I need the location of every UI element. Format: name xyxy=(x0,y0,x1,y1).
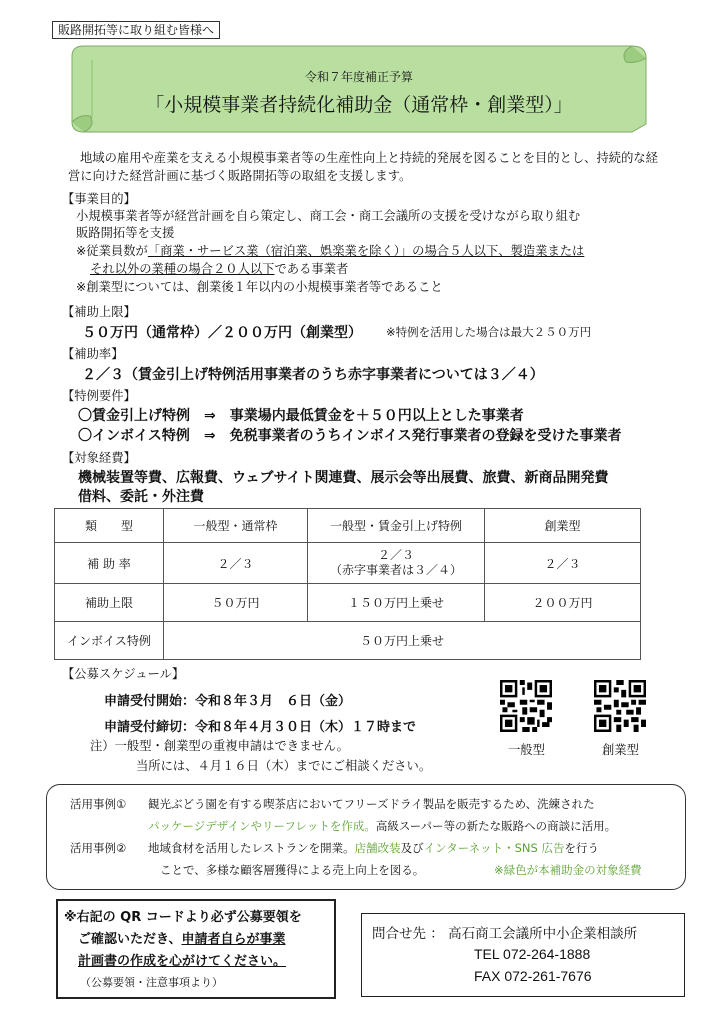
contact-fax: FAX 072-261-7676 xyxy=(474,968,592,984)
case2-text-b: 及び xyxy=(400,841,424,855)
qr-label-startup: 創業型 xyxy=(602,743,639,757)
case1-line2 xyxy=(148,818,616,835)
case2-text-a: 地域食材を活用したレストランを開業。 xyxy=(148,841,355,855)
special-heading: 【特例要件】 xyxy=(62,389,136,403)
notice-line2-a: ご確認いただき、 xyxy=(78,932,182,947)
expenses-line2: 借料、委託・外注費 xyxy=(78,489,204,505)
row-label: 補助上限 xyxy=(55,584,164,622)
expenses-heading: 【対象経費】 xyxy=(62,451,136,465)
purpose-line1: 小規模事業者等が経営計画を自ら策定し、商工会・商工会議所の支援を受けながら取り組む xyxy=(76,209,581,223)
case2-label: 活用事例② xyxy=(70,841,127,855)
limit-heading: 【補助上限】 xyxy=(62,305,136,319)
notice-line2-b: 申請者自らが事業 xyxy=(181,932,286,947)
title-banner xyxy=(70,38,648,138)
qr-label-general: 一般型 xyxy=(508,743,545,757)
schedule-start: 申請受付開始：令和８年３月 ６日（金） xyxy=(104,694,352,709)
table-header: 一般型・賃金引上げ特例 xyxy=(308,509,485,543)
table-header: 創業型 xyxy=(485,509,641,543)
banner-title: 「小規模事業者持続化補助金（通常枠・創業型）」 xyxy=(145,94,573,116)
schedule-heading: 【公募スケジュール】 xyxy=(62,667,185,681)
table-header: 一般型・通常枠 xyxy=(164,509,308,543)
note1-underlined: 「商業・サービス業（宿泊業、娯楽業を除く）」の場合５人以下、製造業または xyxy=(147,244,585,258)
qr-code-startup-icon[interactable] xyxy=(594,680,646,732)
purpose-heading: 【事業目的】 xyxy=(62,192,136,206)
note1-suffix: である事業者 xyxy=(274,262,349,276)
special-item1: 〇賃金引上げ特例 ⇒ 事業場内最低賃金を＋５０円以上とした事業者 xyxy=(78,408,524,424)
banner-subtitle: 令和７年度補正予算 xyxy=(304,70,413,84)
cell-line: （赤字事業者は３／４） xyxy=(329,563,462,577)
qr-code-general-icon[interactable] xyxy=(500,680,552,732)
cell-line: ２／３ xyxy=(377,548,414,562)
case1-rest-text: 高級スーパー等の新たな販路への商談に活用。 xyxy=(375,819,617,833)
scroll-banner-shape xyxy=(70,38,648,138)
note1-prefix: ※従業員数が xyxy=(76,244,148,258)
table-header: 類 型 xyxy=(55,509,164,543)
case2-line1 xyxy=(148,840,599,857)
purpose-note1-cont xyxy=(90,261,348,278)
schedule-note2: 当所には、４月１６日（木）までにご相談ください。 xyxy=(136,759,432,773)
notice-line1: ※右記の QR コードより必ず公募要領を xyxy=(64,910,302,925)
limit-note: ※特例を活用した場合は最大２５０万円 xyxy=(386,325,592,339)
subsidy-table xyxy=(54,508,641,660)
case2-green2: インターネット・SNS 広告 xyxy=(423,841,565,855)
case1-line1: 観光ぶどう園を有する喫茶店においてフリーズドライ製品を販売するため、洗練された xyxy=(148,797,595,811)
rate-heading: 【補助率】 xyxy=(62,347,124,361)
table-cell: ２／３ xyxy=(485,543,641,584)
purpose-note2: ※創業型については、創業後１年以内の小規模事業者等であること xyxy=(76,280,443,294)
audience-tag: 販路開拓等に取り組む皆様へ xyxy=(52,21,220,39)
contact-label: 問合せ先 ： 高石商工会議所中小企業相談所 xyxy=(372,926,638,942)
table-cell: １５０万円上乗せ xyxy=(308,584,485,622)
row-label: 補 助 率 xyxy=(55,543,164,584)
green-legend-note: ※緑色が本補助金の対象経費 xyxy=(494,863,642,877)
limit-main: ５０万円（通常枠）／２００万円（創業型） xyxy=(82,325,362,341)
table-cell: ５０万円上乗せ xyxy=(164,622,641,660)
intro-text: 地域の雇用や産業を支える小規模事業者等の生産性向上と持続的発展を図ることを目的とし、持続的な経営に向けた経営計画に基づく販路開拓等の取組を支援します。 xyxy=(68,151,658,183)
notice-line3: 計画書の作成を心がけてください。 xyxy=(78,954,287,969)
special-item2: 〇インボイス特例 ⇒ 免税事業者のうちインボイス発行事業者の登録を受けた事業者 xyxy=(78,428,622,444)
notice-line2 xyxy=(78,928,286,947)
case1-label: 活用事例① xyxy=(70,797,127,811)
case1-green-text: パッケージデザインやリーフレットを作成。 xyxy=(148,819,376,833)
rate-main: ２／３（賃金引上げ特例活用事業者のうち赤字事業者については３／４） xyxy=(82,367,544,383)
notice-source: （公募要領・注意事項より） xyxy=(80,976,223,989)
case2-text-c: を行う xyxy=(564,841,599,855)
case2-green1: 店舗改装 xyxy=(354,841,401,855)
row-label: インボイス特例 xyxy=(55,622,164,660)
table-cell xyxy=(308,543,485,584)
schedule-end: 申請受付締切：令和８年４月３０日（木）１７時まで xyxy=(104,720,417,735)
case2-line2: ことで、多様な顧客層獲得による売上向上を図る。 xyxy=(160,863,425,877)
schedule-note1: 注）一般型・創業型の重複申請はできません。 xyxy=(90,739,349,753)
note1-line2: それ以外の業種の場合２０人以下 xyxy=(90,262,275,276)
contact-tel: TEL 072-264-1888 xyxy=(474,946,591,962)
expenses-line1: 機械装置等費、広報費、ウェブサイト関連費、展示会等出展費、旅費、新商品開発費 xyxy=(78,470,609,486)
purpose-note1 xyxy=(76,243,584,260)
table-cell: ２００万円 xyxy=(485,584,641,622)
table-cell: ５０万円 xyxy=(164,584,308,622)
table-cell: ２／３ xyxy=(164,543,308,584)
purpose-line2: 販路開拓等を支援 xyxy=(76,226,175,240)
